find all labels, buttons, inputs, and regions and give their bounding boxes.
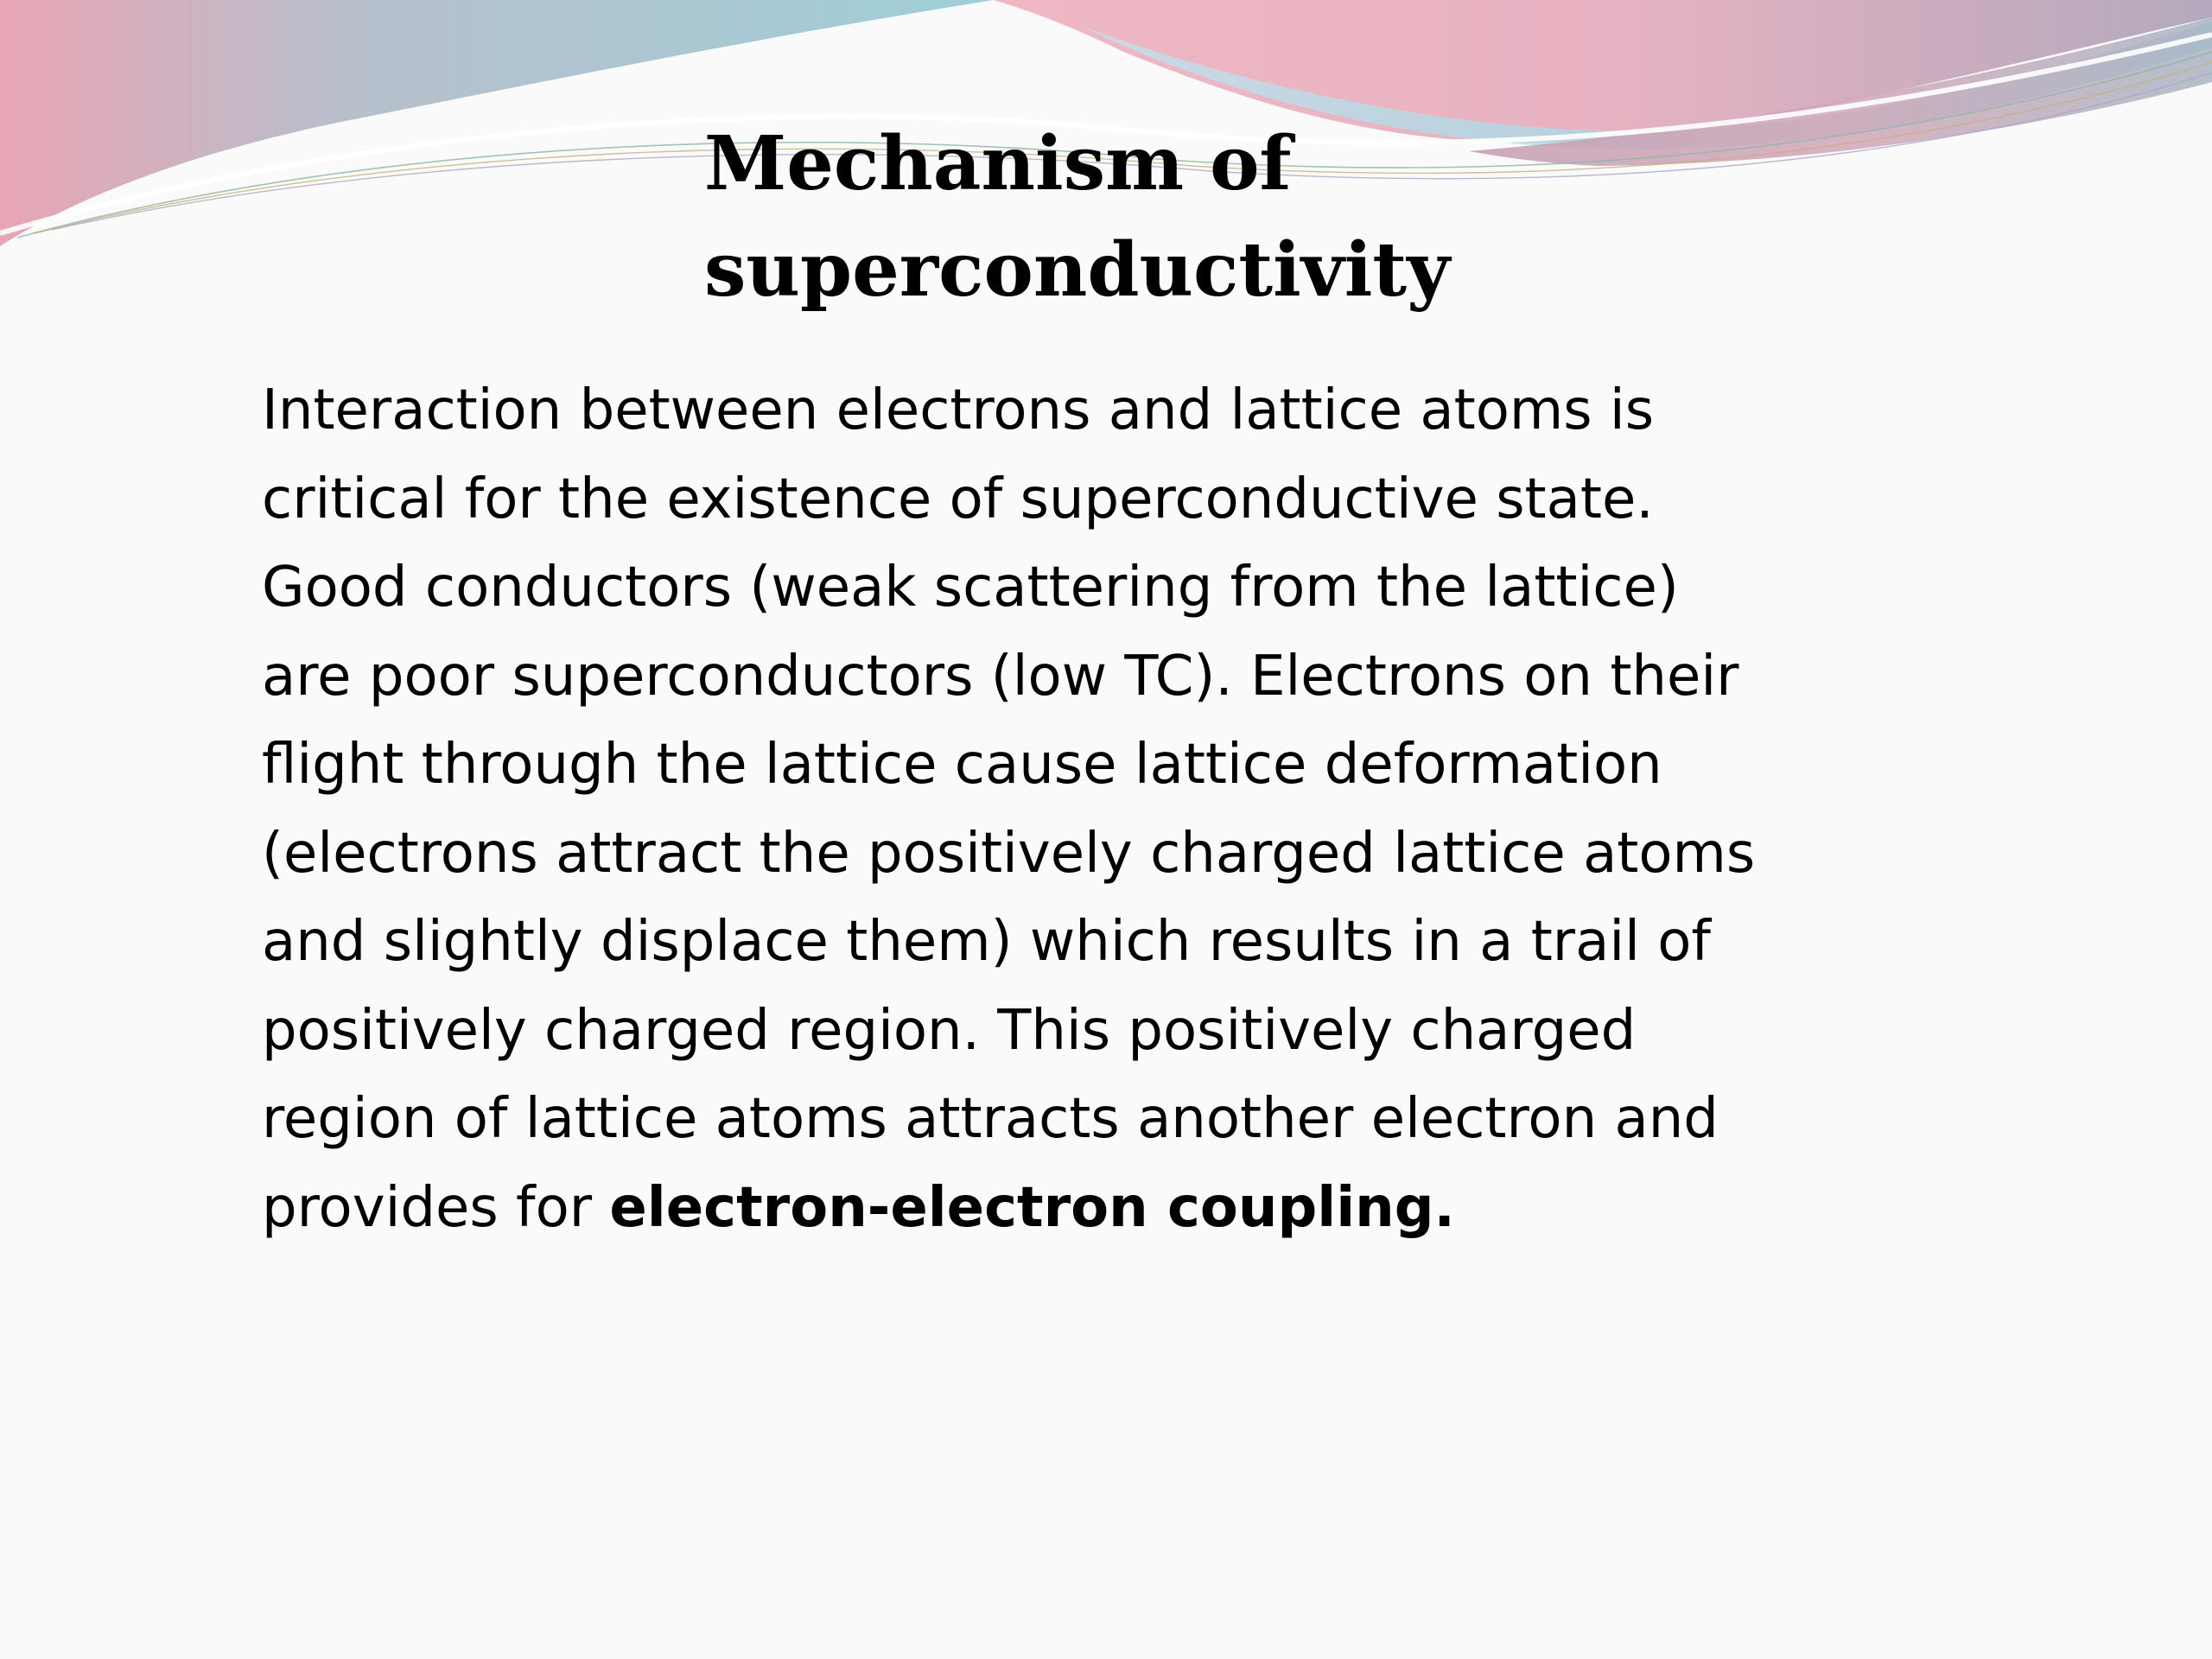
body-line-2: critical for the existence of superconductive state. [262, 467, 1654, 531]
slide-title [704, 111, 1568, 323]
body-line-5: flight through the lattice cause lattice deformation [262, 733, 1662, 797]
body-emphasis-text: electron-electron coupling. [609, 1175, 1455, 1240]
body-line-9: region of lattice atoms attracts another electron and [262, 1087, 1719, 1151]
body-line-6: (electrons attract the positively charged lattice atoms [262, 821, 1756, 886]
slide-title-line-1: Mechanism of [704, 120, 1292, 207]
body-line-10-prefix: provides for [262, 1175, 610, 1240]
body-line-4: are poor superconductors (low TC). Electrons on their [262, 644, 1739, 709]
body-line-8: positively charged region. This positively charged [262, 998, 1637, 1063]
body-line-10 [262, 1164, 1955, 1253]
slide-title-line-2: superconductivity [704, 226, 1451, 314]
body-line-1: Interaction between electrons and lattice atoms is [262, 378, 1655, 442]
body-line-3: Good conductors (weak scattering from the lattice) [262, 556, 1679, 620]
body-line-7: and slightly displace them) which results in a trail of [262, 910, 1711, 974]
slide-body-paragraph [262, 366, 1955, 1252]
